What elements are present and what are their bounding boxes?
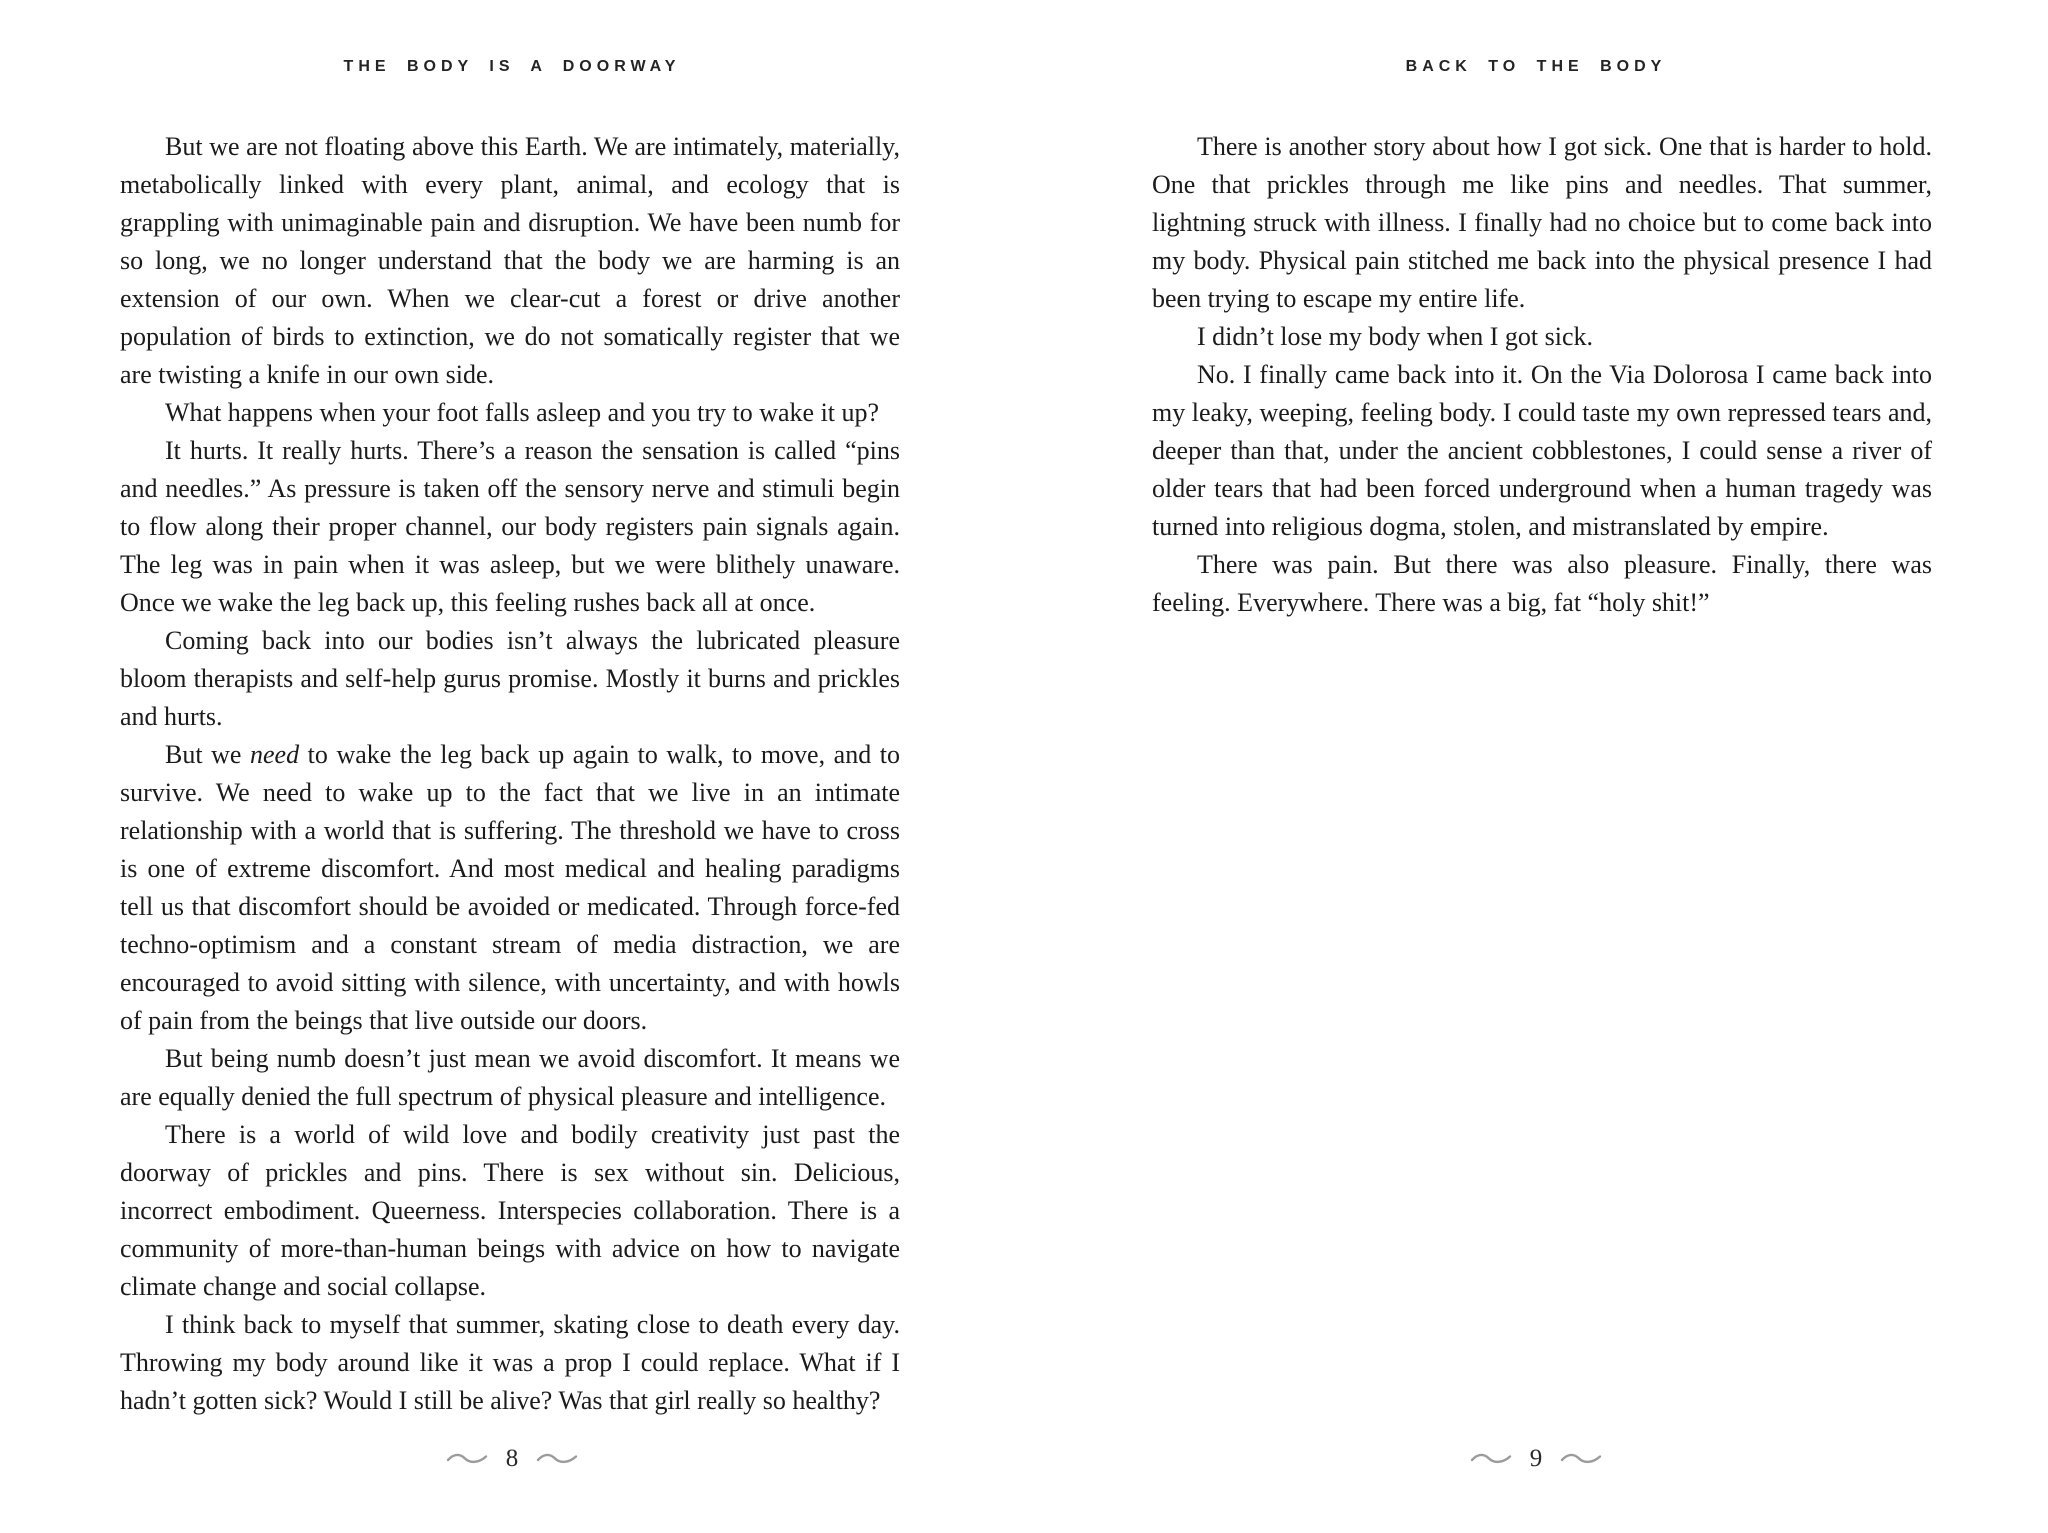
paragraph (120, 394, 900, 432)
paragraph-text: I didn’t lose my body when I got sick. (1197, 322, 1593, 351)
paragraph-text: There was pain. But there was also pleasure. Finally, there was feeling. Everywhere. There was a big, fat “holy shit!” (1152, 550, 1932, 617)
paragraph-text: It hurts. It really hurts. There’s a reason the sensation is called “pins and needles.” As pressure is taken off the sensory nerve and stimuli begin to flow along their proper channel, our body registers pain signals again. The leg was in pain when it was asleep, but we were blithely unaware. Once we wake the leg back up, this feeling rushes back all at once. (120, 436, 900, 617)
paragraph-text: There is a world of wild love and bodily creativity just past the doorway of prickles and pins. There is sex without sin. Delicious, incorrect embodiment. Queerness. Interspecies collaboration. There is a community of more-than-human beings with advice on how to navigate climate change and social collapse. (120, 1120, 900, 1301)
paragraph (120, 1116, 900, 1306)
left-page-text-block (120, 128, 900, 1420)
paragraph (120, 432, 900, 622)
page-number: 8 (505, 1445, 519, 1472)
paragraph-text: But being numb doesn’t just mean we avoid discomfort. It means we are equally denied the full spectrum of physical pleasure and intelligence. (120, 1044, 900, 1111)
right-page (1024, 0, 2048, 1533)
running-head-left: THE BODY IS A DOORWAY (343, 58, 681, 75)
paragraph-text: No. I finally came back into it. On the Via Dolorosa I came back into my leaky, weeping, feeling body. I could taste my own repressed tears and, deeper than that, under the ancient cobblestones, I could sense a river of older tears that had been forced underground when a human tragedy was turned into religious dogma, stolen, and mistranslated by empire. (1152, 360, 1932, 541)
right-page-text-block (1152, 128, 1932, 622)
paragraph-text: to wake the leg back up again to walk, to move, and to survive. We need to wake up to the fact that we live in an intimate relationship with a world that is suffering. The threshold we have to cross is one of extreme discomfort. And most medical and healing paradigms tell us that discomfort should be avoided or medicated. Through force-fed techno-optimism and a constant stream of media distraction, we are encouraged to avoid sitting with silence, with uncertainty, and with howls of pain from the beings that live outside our doors. (120, 740, 900, 1035)
swash-ornament-icon (446, 1452, 488, 1466)
paragraph-text: What happens when your foot falls asleep and you try to wake it up? (165, 398, 880, 427)
paragraph-text: Coming back into our bodies isn’t always the lubricated pleasure bloom therapists and self-help gurus promise. Mostly it burns and prickles and hurts. (120, 626, 900, 731)
swash-ornament-icon (1560, 1452, 1602, 1466)
paragraph (1152, 546, 1932, 622)
running-head-right: BACK TO THE BODY (1405, 58, 1667, 75)
paragraph (120, 622, 900, 736)
paragraph (120, 1040, 900, 1116)
paragraph-text: There is another story about how I got sick. One that is harder to hold. One that prickles through me like pins and needles. That summer, lightning struck with illness. I finally had no choice but to come back into my body. Physical pain stitched me back into the physical presence I had been trying to escape my entire life. (1152, 132, 1932, 313)
paragraph-text: But we are not floating above this Earth. We are intimately, materially, metabolically linked with every plant, animal, and ecology that is grappling with unimaginable pain and disruption. We have been numb for so long, we no longer understand that the body we are harming is an extension of our own. When we clear-cut a forest or drive another population of birds to extinction, we do not somatically register that we are twisting a knife in our own side. (120, 132, 900, 389)
swash-ornament-icon (536, 1452, 578, 1466)
emphasized-text: need (250, 740, 300, 769)
page-number: 9 (1529, 1445, 1543, 1472)
left-page-folio (0, 1446, 1024, 1471)
paragraph (1152, 318, 1932, 356)
paragraph-text: I think back to myself that summer, skating close to death every day. Throwing my body around like it was a prop I could replace. What if I hadn’t gotten sick? Would I still be alive? Was that girl really so healthy? (120, 1310, 900, 1415)
paragraph (1152, 128, 1932, 318)
paragraph-text: But we (165, 740, 251, 769)
paragraph (120, 1306, 900, 1420)
paragraph (120, 736, 900, 1040)
paragraph (120, 128, 900, 394)
right-page-folio (1024, 1446, 2048, 1471)
paragraph (1152, 356, 1932, 546)
swash-ornament-icon (1470, 1452, 1512, 1466)
